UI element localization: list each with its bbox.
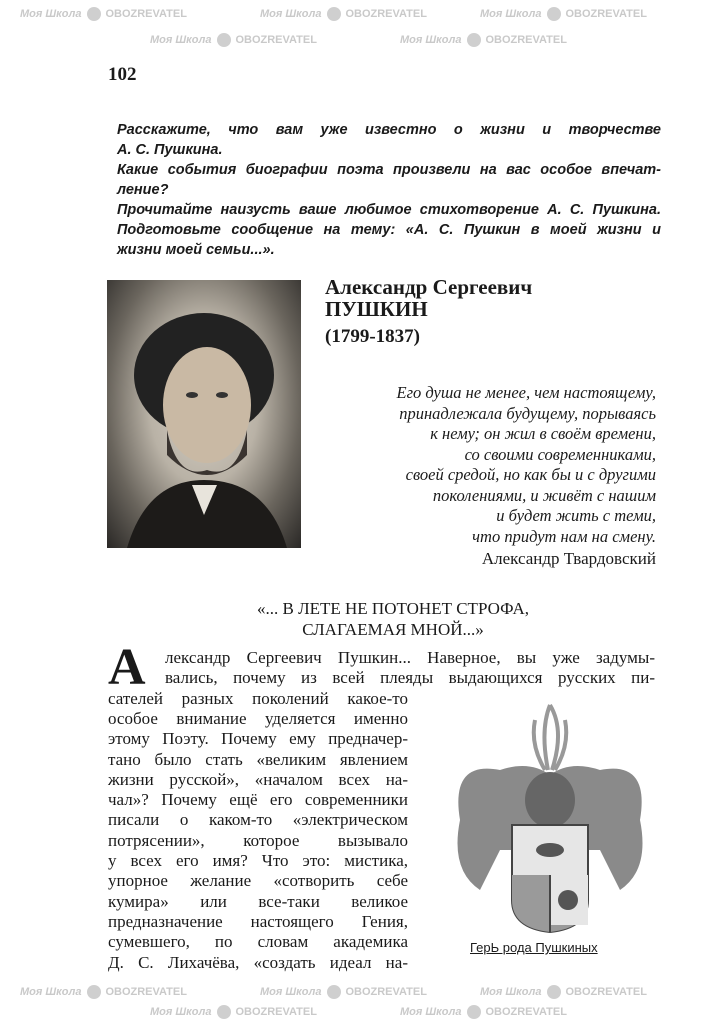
review-questions xyxy=(117,120,661,260)
watermark xyxy=(260,6,427,22)
watermark-school: Моя Школа xyxy=(150,1006,212,1018)
body-line: лександр Сергеевич Пушкин... Наверное, вы уже задумы- xyxy=(165,648,655,667)
epigraph-line: принадлежала будущему, порываясь xyxy=(399,403,656,423)
watermark-logo-icon xyxy=(217,33,231,47)
watermark-logo-icon xyxy=(547,7,561,21)
question-line: Расскажите, что вам уже известно о жизни и творчестве xyxy=(117,122,661,138)
body-line: писали о каком-то «электрическом xyxy=(108,810,408,830)
question-line: Прочитайте наизусть ваше любимое стихотворение А. С. Пушкина. xyxy=(117,202,661,218)
watermark-school: Моя Школа xyxy=(260,8,322,20)
watermark xyxy=(480,6,647,22)
watermark xyxy=(150,32,317,48)
watermark-logo-icon xyxy=(547,985,561,999)
watermark-brand: OBOZREVATEL xyxy=(105,986,187,998)
epigraph-line: поколениями, и живёт с нашим xyxy=(432,485,656,505)
body-line: этому Поэту. Почему ему предначер- xyxy=(108,729,408,749)
watermark-brand: OBOZREVATEL xyxy=(235,34,317,46)
epigraph-line: своей средой, но как бы и с другими xyxy=(405,465,656,484)
watermark xyxy=(20,6,187,22)
body-line: предназначение настоящего Гения, xyxy=(108,911,408,931)
body-line: тано было стать «великим явлением xyxy=(108,749,408,769)
watermark-brand: OBOZREVATEL xyxy=(105,8,187,20)
watermark-logo-icon xyxy=(467,33,481,47)
body-line: кумира» или все-таки великое xyxy=(108,891,408,911)
poet-name xyxy=(325,276,532,320)
epigraph-line: и будет жить с теми, xyxy=(496,506,656,525)
watermark-logo-icon xyxy=(87,985,101,999)
poet-years: (1799-1837) xyxy=(325,326,420,347)
watermark xyxy=(400,32,567,48)
body-line: чал»? Почему ещё его современники xyxy=(108,790,408,810)
epigraph-line: что придут нам на смену. xyxy=(472,526,656,546)
body-line: сумевшего, по словам академика xyxy=(108,932,408,952)
watermark-brand: OBOZREVATEL xyxy=(565,986,647,998)
watermark-logo-icon xyxy=(217,1005,231,1019)
question-line: А. С. Пушкина. xyxy=(117,142,223,158)
question-line: Подготовьте сообщение на тему: «А. С. Пушкин в моей жизни и xyxy=(117,222,661,238)
watermark-brand: OBOZREVATEL xyxy=(345,8,427,20)
body-line: у всех его имя? Что это: мистика, xyxy=(108,851,408,870)
epigraph-line: со своими современниками, xyxy=(464,444,656,464)
watermark-school: Моя Школа xyxy=(260,986,322,998)
body-line: жизни русской», «началом всех на- xyxy=(108,769,408,789)
watermark xyxy=(400,1004,567,1020)
question-line: жизни моей семьи...». xyxy=(117,242,275,258)
section-heading-line: СЛАГАЕМАЯ МНОЙ...» xyxy=(302,620,484,639)
watermark-logo-icon xyxy=(467,1005,481,1019)
watermark-school: Моя Школа xyxy=(400,34,462,46)
body-line: упорное желание «сотворить себе xyxy=(108,871,408,891)
pushkin-portrait xyxy=(107,280,301,548)
watermark-brand: OBOZREVATEL xyxy=(345,986,427,998)
question-line: Какие события биографии поэта произвели на вас особое впечат- xyxy=(117,162,661,178)
body-line: Д. С. Лихачёва, «создать идеал на- xyxy=(108,952,408,972)
epigraph-line: Его душа не менее, чем настоящему, xyxy=(396,383,656,402)
watermark xyxy=(480,984,647,1000)
watermark-school: Моя Школа xyxy=(400,1006,462,1018)
watermark-brand: OBOZREVATEL xyxy=(235,1006,317,1018)
figure-caption: ГерЬ рода Пушкиных xyxy=(470,940,598,955)
watermark-logo-icon xyxy=(87,7,101,21)
watermark xyxy=(150,1004,317,1020)
watermark-brand: OBOZREVATEL xyxy=(565,8,647,20)
body-line: потрясении», которое вызывало xyxy=(108,830,408,850)
watermark-brand: OBOZREVATEL xyxy=(485,34,567,46)
poet-name-line2: ПУШКИН xyxy=(325,297,428,321)
body-line: сателей разных поколений какое-то xyxy=(108,688,408,708)
watermark xyxy=(260,984,427,1000)
watermark-school: Моя Школа xyxy=(480,8,542,20)
epigraph-author: Александр Твардовский xyxy=(481,549,656,568)
drop-cap: А xyxy=(108,639,146,696)
watermark-logo-icon xyxy=(327,985,341,999)
watermark-school: Моя Школа xyxy=(150,34,212,46)
poet-name-line1: Александр Сергеевич xyxy=(325,275,533,299)
watermark-school: Моя Школа xyxy=(20,986,82,998)
watermark-brand: OBOZREVATEL xyxy=(485,1006,567,1018)
question-line: ление? xyxy=(117,182,169,198)
watermark-school: Моя Школа xyxy=(20,8,82,20)
body-line: вались, почему из всей плеяды выдающихся русских пи- xyxy=(165,668,655,688)
section-heading xyxy=(108,598,678,640)
section-heading-line: «... В ЛЕТЕ НЕ ПОТОНЕТ СТРОФА, xyxy=(257,599,529,618)
epigraph-line: к нему; он жил в своём времени, xyxy=(430,424,656,443)
page-number: 102 xyxy=(108,64,137,85)
watermark-logo-icon xyxy=(327,7,341,21)
watermark-school: Моя Школа xyxy=(480,986,542,998)
watermark xyxy=(20,984,187,1000)
epigraph xyxy=(397,383,657,547)
coat-of-arms-image xyxy=(440,700,660,936)
body-line: особое внимание уделяется именно xyxy=(108,708,408,728)
